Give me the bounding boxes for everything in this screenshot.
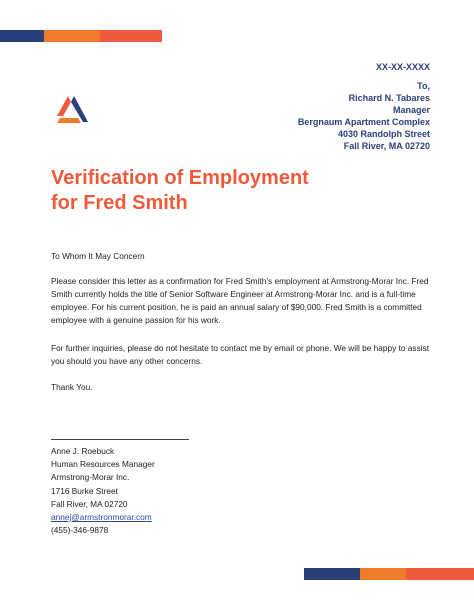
- recipient-block: [298, 80, 430, 152]
- page-title: [51, 166, 381, 216]
- recipient-street: 4030 Randolph Street: [337, 129, 430, 139]
- body-paragraph-2: For further inquiries, please do not hesitate to contact me by email or phone. We will be happy to assist you should you have any other concerns.: [51, 343, 430, 366]
- letter-date: XX-XX-XXXX: [375, 62, 430, 72]
- recipient-title: Manager: [392, 105, 430, 115]
- title-line-1: Verification of Employment: [51, 167, 309, 189]
- recipient-to: To,: [417, 81, 430, 91]
- signature-company: Armstrong-Morar Inc.: [51, 472, 130, 483]
- body-paragraph-1: Please consider this letter as a confirmation for Fred Smith’s employment at Armstrong-Morar Inc. Fred Smith currently holds the title of Senior Software Engineer at Armstrong-Morar Inc. and is a full-time employee. For his current position, he is paid an annual salary of $90,000. Fred Smith is a committed employee with a genuine passion for his work.: [51, 276, 429, 325]
- salutation: To Whom It May Concern: [51, 251, 145, 261]
- top-bar-red: [100, 30, 162, 42]
- recipient-city: Fall River, MA 02720: [343, 141, 430, 151]
- signature-name: Anne J. Roebuck: [51, 446, 115, 456]
- signature-line: [51, 439, 189, 440]
- top-bar-orange: [44, 30, 100, 42]
- recipient-company: Bergnaum Apartment Complex: [297, 117, 430, 127]
- signature-street: 1716 Burke Street: [51, 485, 118, 496]
- signature-phone: (455)-346-9878: [51, 525, 109, 536]
- company-logo-icon: [52, 94, 88, 124]
- signature-city: Fall River, MA 02720: [51, 498, 128, 509]
- closing: Thank You.: [51, 382, 93, 392]
- signature-email-link[interactable]: annej@armstronmorar.com: [51, 512, 152, 523]
- recipient-name: Richard N. Tabares: [348, 93, 430, 103]
- bottom-bar-orange: [360, 568, 406, 580]
- title-line-2: for Fred Smith: [51, 192, 188, 214]
- top-bar-navy: [0, 30, 44, 42]
- bottom-bar-red: [406, 568, 474, 580]
- signature-role: Human Resources Manager: [51, 459, 155, 470]
- bottom-bar-navy: [304, 568, 360, 580]
- signature-block: [51, 445, 155, 537]
